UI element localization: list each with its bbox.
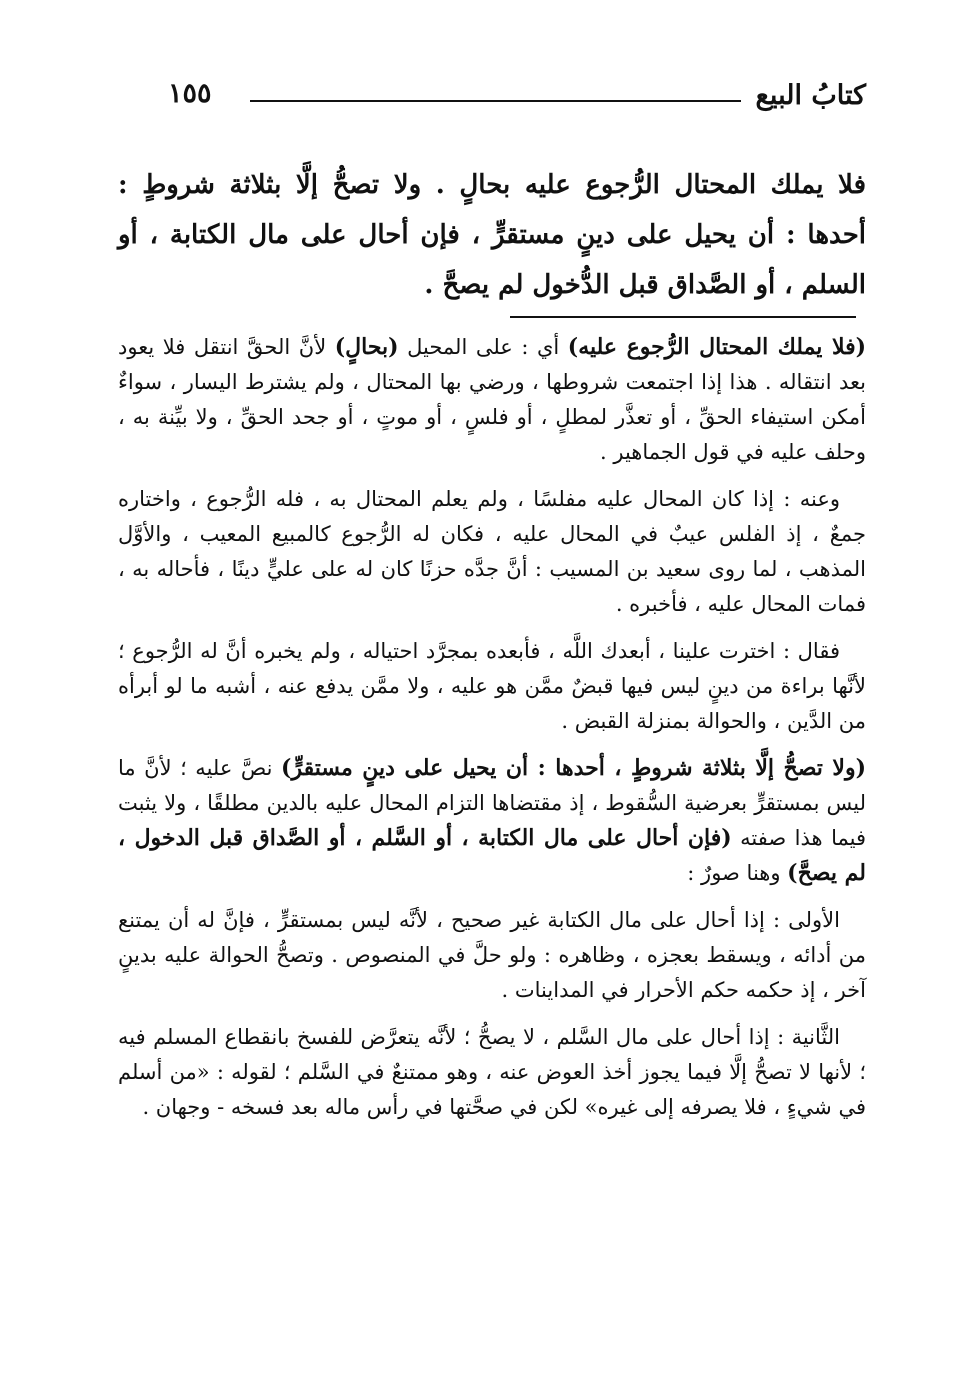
sharh-commentary (118, 330, 866, 1137)
quoted-matn: (بحالٍ) (334, 334, 399, 360)
commentary-text: لأنَّ الحقَّ انتقل فلا يعود بعد انتقاله . هذا إذا اجتمعت شروطها ، ورضي بها المحتال ، ولم يشترط اليسار ، سواءٌ أمكن استيفاء الحقِّ ، أو تعذَّر لمطلٍ ، أو فلسٍ ، أو موتٍ ، أو جحد الحقِّ ، ولا بيِّنة به ، وحلف عليه في قول الجماهير . (118, 335, 866, 464)
commentary-text: وهنا صورٌ : (687, 861, 788, 885)
sharh-paragraph-1 (118, 330, 866, 470)
matn-separator (510, 316, 856, 318)
sharh-paragraph-5: الأولى : إذا أحال على مال الكتابة غير صحيح ، لأنَّه ليس بمستقرٍّ ، فإنَّ له أن يمتنع من أدائه ، ويسقط بعجزه ، وظاهره : ولو حلَّ في المنصوص . وتصحُّ الحوالة عليه بدينٍ آخر ، إذ حكمه حكم الأحرار في المداينات . (118, 908, 866, 1002)
quoted-matn: (فلا يملك المحتال الرُّجوع عليه) (567, 334, 866, 360)
book-title: كتابُ البيع (755, 80, 866, 111)
sharh-paragraph-6: الثَّانية : إذا أحال على مال السَّلم ، لا يصحُّ ؛ لأنَّه يتعرَّض للفسخ بانقطاع المسلم فيه ؛ لأنها لا تصحُّ إلَّا فيما يجوز أخذ العوض عنه ، وهو ممتنعٌ في السَّلم ؛ لقوله : «من أسلم في شيءٍ ، فلا يصرفه إلى غيره» لكن في صحَّتها في رأس ماله بعد فسخه - وجهان . (118, 1025, 866, 1119)
sharh-paragraph-4 (118, 751, 866, 891)
matn-text: فلا يملك المحتال الرُّجوع عليه بحالٍ . ولا تصحُّ إلَّا بثلاثة شروطٍ : أحدها : أن يحيل على دينٍ مستقرٍّ ، فإن أحال على مال الكتابة ، أو السلم ، أو الصَّداق قبل الدُّخول لم يصحَّ . (118, 170, 866, 300)
commentary-text: نصَّ عليه ؛ لأنَّ ما ليس بمستقرٍّ بعرضية السُّقوط ، إذ مقتضاها التزام المحال عليه بالدين مطلقًا ، ولا يثبت فيما هذا صفته (118, 756, 866, 850)
sharh-paragraph-3: فقال : اخترت علينا ، أبعدك اللَّه ، فأبعده بمجرَّد احتياله ، ولم يخبره أنَّ له الرُّجوع ؛ لأنَّها براءة من دينٍ ليس فيها قبضٌ ممَّن هو عليه ، ولا ممَّن يدفع عنه ، أشبه ما لو أبرأه من الدَّين ، والحوالة بمنزلة القبض . (118, 639, 866, 733)
quoted-matn: (ولا تصحُّ إلَّا بثلاثة شروطٍ ، أحدها : أن يحيل على دينٍ مستقرٍّ) (281, 755, 867, 781)
header-rule (250, 100, 741, 102)
sharh-paragraph-2: وعنه : إذا كان المحال عليه مفلسًا ، ولم يعلم المحتال به ، فله الرُّجوع ، واختاره جمعٌ ، إذ الفلس عيبٌ في المحال عليه ، فكان له الرُّجوع كالمبيع المعيب ، والأوَّل المذهب ، لما روى سعيد بن المسيب : أنَّ جدَّه حزنًا كان له على عليٍّ دينًا ، فأحاله به ، فمات المحال عليه ، فأخبره . (118, 487, 866, 616)
quoted-matn: (فإن أحال على مال الكتابة ، أو السَّلم ، أو الصَّداق قبل الدخول ، لم يصحَّ) (118, 825, 866, 886)
commentary-text: أي : على المحيل (398, 335, 568, 359)
page-header (150, 72, 866, 122)
page-number: ١٥٥ (168, 78, 212, 109)
